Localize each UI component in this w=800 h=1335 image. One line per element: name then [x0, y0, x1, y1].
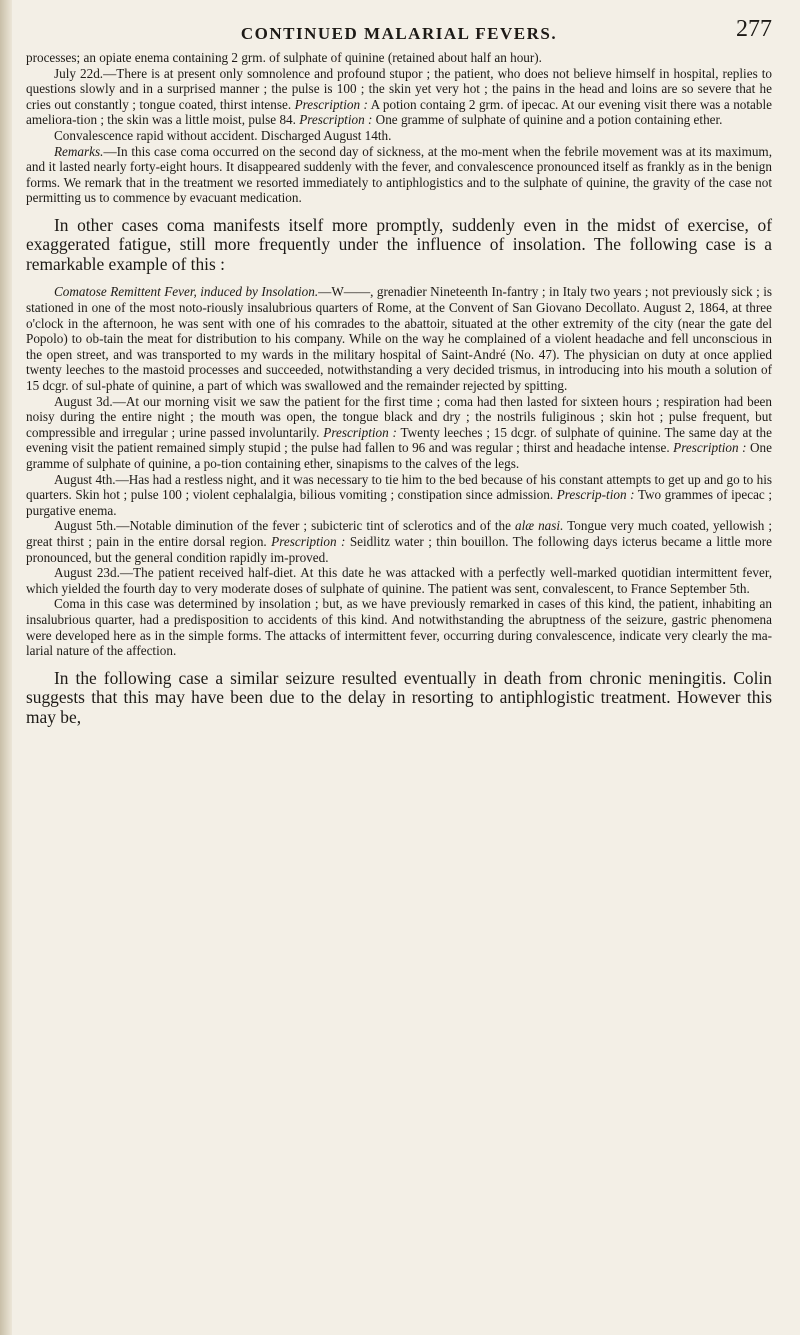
- prescription-label: Prescription :: [294, 96, 368, 112]
- case2-commentary: Coma in this case was determined by insolation ; but, as we have previously remarked in cases of this kind, the patient, inhabiting an insalubrious quarter, had a predisposition to accidents of this kind. And notwithstanding the abruptness of the seizure, gastric phenomena were developed here as in the simple forms. The attacks of intermittent fever, occurring during convalescence, indicate very clearly the ma-larial nature of the affection.: [26, 596, 772, 659]
- page-number: 277: [736, 16, 772, 42]
- page-header: [26, 16, 772, 50]
- book-binding-edge: [0, 0, 12, 1335]
- prescription-label: Prescription :: [299, 112, 373, 128]
- case2-august3: August 3d.—At our morning visit we saw the patient for the first time ; coma had then lasted for sixteen hours ; respiration had been noisy during the entire night ; the mouth was open, the tongue black and dry ; the nostrils fuliginous ; skin hot ; pulse frequent, but compressible and irregular ; urine passed involuntarily. Prescription : Twenty leeches ; 15 dcgr. of sulphate of quinine. The same day at the evening visit the patient remained simply stupid ; the pulse had fallen to 96 and was regular ; thirst and headache intense. Prescription : One gramme of sulphate of quinine, a po-tion containing ether, sinapisms to the calves of the legs.: [26, 393, 772, 471]
- date-aug5: August 5th.: [54, 518, 117, 534]
- book-page: [26, 16, 772, 727]
- date-july22: July 22d.: [54, 65, 104, 81]
- case1-paragraph-july22: July 22d.—There is at present only somnolence and profound stupor ; the patient, who does not believe himself in hospital, replies to questions slowly and in a surprised manner ; the pulse is 100 ; the skin yet very hot ; the pains in the head and loins are so severe that he cries out constantly ; tongue coated, thirst intense. Prescription : A potion containg 2 grm. of ipecac. At our evening visit there was a notable ameliora-tion ; the skin was a little moist, pulse 84. Prescription : One gramme of sulphate of quinine and a potion containing ether.: [26, 65, 773, 128]
- closing-paragraph: In the following case a similar seizure resulted eventually in death from chronic meningitis. Colin suggests that this may have been due to the delay in resorting to antiphlogistic treatment. However this may be,: [26, 667, 772, 727]
- case2-august5: August 5th.—Notable diminution of the fever ; subicteric tint of sclerotics and of the alæ nasi. Tongue very much coated, yellowish ; great thirst ; pain in the entire dorsal region. Prescription : Seidlitz water ; thin bouillon. The following days icterus became a little more pronounced, but the general condition rapidly im-proved.: [26, 518, 773, 565]
- date-aug3: August 3d.: [54, 393, 113, 409]
- case2-heading-paragraph: Comatose Remittent Fever, induced by Insolation.—W——, grenadier Nineteenth In-fantry ; in Italy two years ; not previously sick ; is stationed in one of the most noto-riously insalubrious quarters of Rome, at the Convent of San Giovano Decollato. August 2, 1864, at three o'clock in the afternoon, he was sent with one of his comrades to the abattoir, situated at the other extremity of the city (near the gate del Popolo) to ob-tain the meat for distribution to his company. While on the way he complained of a violent headache and fell unconscious in the open street, and was transported to my wards in the military hospital of Saint-André (No. 47). The physician on duty at once applied twenty leeches to the mastoid processes and succeeded, notwithstanding a very decided trismus, in introducing into his mouth a solution of 15 dcgr. of sul-phate of quinine, a part of which was swallowed and the remainder rejected by spitting.: [26, 284, 773, 393]
- remarks-label: Remarks.: [54, 143, 104, 159]
- case2-august23: August 23d.—The patient received half-diet. At this date he was attacked with a perfectly well-marked quotidian intermittent fever, which yielded the fourth day to very moderate doses of sulphate of quinine. The patient was sent, convalescent, to France September 5th.: [26, 565, 772, 596]
- running-head: CONTINUED MALARIAL FEVERS.: [240, 24, 558, 43]
- case1-convalescence: Convalescence rapid without accident. Discharged August 14th.: [54, 127, 392, 143]
- intro-paragraph: In other cases coma manifests itself more promptly, suddenly even in the midst of exercise, of exaggerated fatigue, still more frequently under the influence of insolation. The following case is a remarkable example of this :: [26, 214, 772, 274]
- prescription-label: Prescription :: [323, 424, 397, 440]
- prescription-label: Prescription :: [271, 533, 346, 549]
- date-aug4: August 4th.: [54, 471, 116, 487]
- case1-remarks: Remarks.—In this case coma occurred on the second day of sickness, at the mo-ment when the febrile movement was at its maximum, and it lasted nearly forty-eight hours. It disappeared suddenly with the fever, and convalescence pronounced itself as frankly as in the benign forms. We remark that in the treatment we resorted immediately to antiphlogistics and to the sulphate of quinine, the gravity of the case not permitting us to commence by evacuant medication.: [26, 143, 772, 206]
- prescription-label: Prescrip-tion :: [556, 487, 635, 503]
- prescription-label: Prescription :: [673, 440, 747, 456]
- case-title: Comatose Remittent Fever, induced by Insolation.: [54, 284, 319, 300]
- case2-august4: August 4th.—Has had a restless night, and it was necessary to tie him to the bed because of his constant attempts to get up and go to his quarters. Skin hot ; pulse 100 ; violent cephalalgia, bilious vomiting ; constipation since admission. Prescrip-tion : Two grammes of ipecac ; purgative enema.: [26, 471, 773, 518]
- case1-paragraph-1: processes; an opiate enema containing 2 grm. of sulphate of quinine (retained about half an hour).: [26, 50, 542, 65]
- date-aug23: August 23d.: [54, 565, 120, 581]
